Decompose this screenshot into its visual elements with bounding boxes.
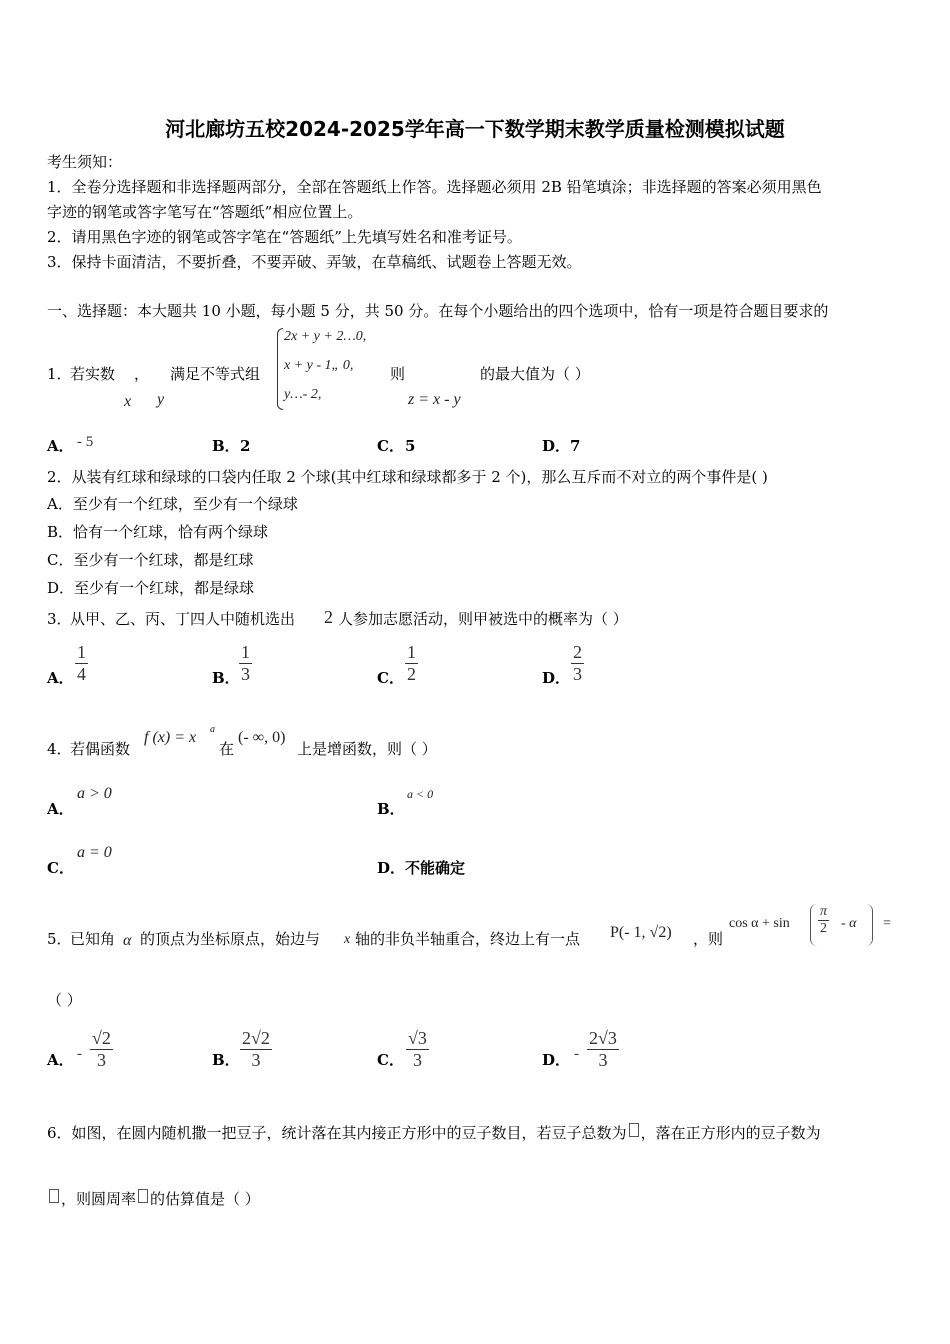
selection-count: 2 (324, 607, 333, 627)
option-label: A． (47, 1051, 74, 1069)
option-label: A． (47, 669, 74, 687)
minus-alpha: - α (841, 916, 857, 931)
option: D．至少有一个红球，都是绿球 (47, 579, 255, 597)
notice-item: 2．请用黑色字迹的钢笔或答字笔在“答题纸”上先填写姓名和准考证号。 (47, 228, 522, 246)
option-label: C． (377, 669, 404, 687)
option-fraction: $\frac{1}{3}$ (241, 642, 250, 684)
option-value: a < 0 (407, 787, 434, 801)
notice-item: 3．保持卡面清洁，不要折叠，不要弄破、弄皱，在草稿纸、试题卷上答题无效。 (47, 253, 582, 271)
missing-symbol-icon (138, 1189, 148, 1203)
option-label: B． (212, 437, 240, 455)
option-label: B． (377, 800, 405, 818)
trig-expression: cos α + sin (729, 916, 790, 931)
question-number: 3． (47, 610, 72, 628)
question-text: ，则圆周率 的估算值是（ ） (47, 1189, 260, 1209)
var-y: y (157, 391, 165, 408)
option-value: - 5 (77, 434, 94, 450)
question-text: 若实数 (70, 365, 116, 383)
option-label: B． (212, 669, 240, 687)
option-fraction: $\frac{√2}{3}$ (92, 1028, 111, 1070)
question-text: ， (134, 365, 150, 383)
answer-paren: （ ） (47, 991, 82, 1009)
inequality: x + y - 1„ 0, (284, 358, 354, 373)
option-value: a > 0 (77, 785, 112, 802)
var-x: x (124, 393, 132, 410)
option-label: A． (47, 437, 74, 455)
question-text: 已知角 (70, 930, 116, 948)
option-fraction: $\frac{2}{3}$ (573, 642, 582, 684)
system-brace (277, 328, 283, 410)
option-fraction: $\frac{2√3}{3}$ (589, 1028, 617, 1070)
objective-expression: z = x - y (408, 391, 461, 408)
function-expression: f (x) = x (144, 729, 197, 746)
angle-alpha: α (123, 932, 132, 949)
option-label: D． (542, 1051, 571, 1069)
notice-item: 1．全卷分选择题和非选择题两部分，全部在答题纸上作答。选择题必须用 2B 铅笔填涂；非选择题的答案必须用黑色 (47, 178, 822, 196)
option-sign: - (77, 1046, 82, 1062)
question-text: 从甲、乙、丙、丁四人中随机选出 (70, 610, 296, 628)
option: A．至少有一个红球，至少有一个绿球 (47, 495, 298, 513)
option-fraction: $\frac{2√2}{3}$ (242, 1028, 270, 1070)
option-fraction: $\frac{√3}{3}$ (408, 1028, 427, 1070)
interval: (- ∞, 0) (238, 729, 286, 746)
question-text: 满足不等式组 (170, 365, 261, 383)
option-label: C． (377, 437, 404, 455)
question-text: 的最大值为（ ） (480, 365, 590, 383)
page-title: 河北廊坊五校2024-2025学年高一下数学期末教学质量检测模拟试题 (165, 117, 785, 141)
inequality: 2x + y + 2…0, (284, 329, 367, 344)
option-label: B． (212, 1051, 240, 1069)
question-text: 则 (390, 365, 406, 383)
section-heading: 一、选择题：本大题共 10 小题，每小题 5 分，共 50 分。在每个小题给出的四个选项中，恰有一项是符合题目要求的 (47, 302, 829, 320)
option-fraction: $\frac{1}{4}$ (77, 642, 86, 684)
option: B．恰有一个红球，恰有两个绿球 (47, 523, 269, 541)
inequality: y…- 2, (284, 387, 322, 402)
question-number: 1． (47, 365, 72, 383)
question-number: 5． (47, 930, 72, 948)
point-p: P(- 1, √2) (610, 924, 672, 941)
option-label: C． (377, 1051, 404, 1069)
notice-heading: 考生须知： (47, 153, 123, 171)
option-label: C． (47, 859, 74, 877)
question-text: 轴的非负半轴重合，终边上有一点 (355, 930, 581, 948)
option-value: 2 (240, 437, 251, 455)
question-text: 2．从装有红球和绿球的口袋内任取 2 个球(其中红球和绿球都多于 2 个)，那么互斥而不对立的两个事件是( ) (47, 468, 768, 486)
question-text: 6．如图，在圆内随机撒一把豆子，统计落在其内接正方形中的豆子数目，若豆子总数为 ，落在正方形内的豆子数为 (47, 1124, 821, 1142)
question-text: 上是增函数，则（ ） (297, 740, 437, 758)
option-label: D． (377, 859, 406, 877)
question-text: 的顶点为坐标原点，始边与 (140, 930, 321, 948)
equals-sign: = (883, 916, 891, 931)
paren-left (810, 904, 817, 946)
paren-right (866, 904, 873, 946)
option-label: D． (542, 437, 571, 455)
function-exponent: a (210, 724, 215, 735)
notice-item: 字迹的钢笔或答字笔写在“答题纸”相应位置上。 (47, 203, 363, 221)
option: C．至少有一个红球，都是红球 (47, 551, 254, 569)
x-axis-var: x (344, 932, 351, 947)
option-value: 7 (570, 437, 581, 455)
question-text: 在 (219, 740, 235, 758)
question-text: 人参加志愿活动，则甲被选中的概率为（ ） (338, 610, 628, 628)
option-value: 不能确定 (405, 859, 466, 877)
missing-symbol-icon (49, 1189, 59, 1203)
option-value: 5 (405, 437, 416, 455)
option-fraction: $\frac{1}{2}$ (407, 642, 416, 684)
pi-over-two: $\frac{\pi}{2}$ (820, 904, 828, 936)
missing-symbol-icon (629, 1123, 639, 1137)
option-label: A． (47, 800, 74, 818)
option-value: a = 0 (77, 844, 112, 861)
question-text: 若偶函数 (70, 740, 131, 758)
question-text: ，则 (693, 930, 724, 948)
question-number: 4． (47, 740, 72, 758)
option-label: D． (542, 669, 571, 687)
option-sign: - (574, 1046, 579, 1062)
